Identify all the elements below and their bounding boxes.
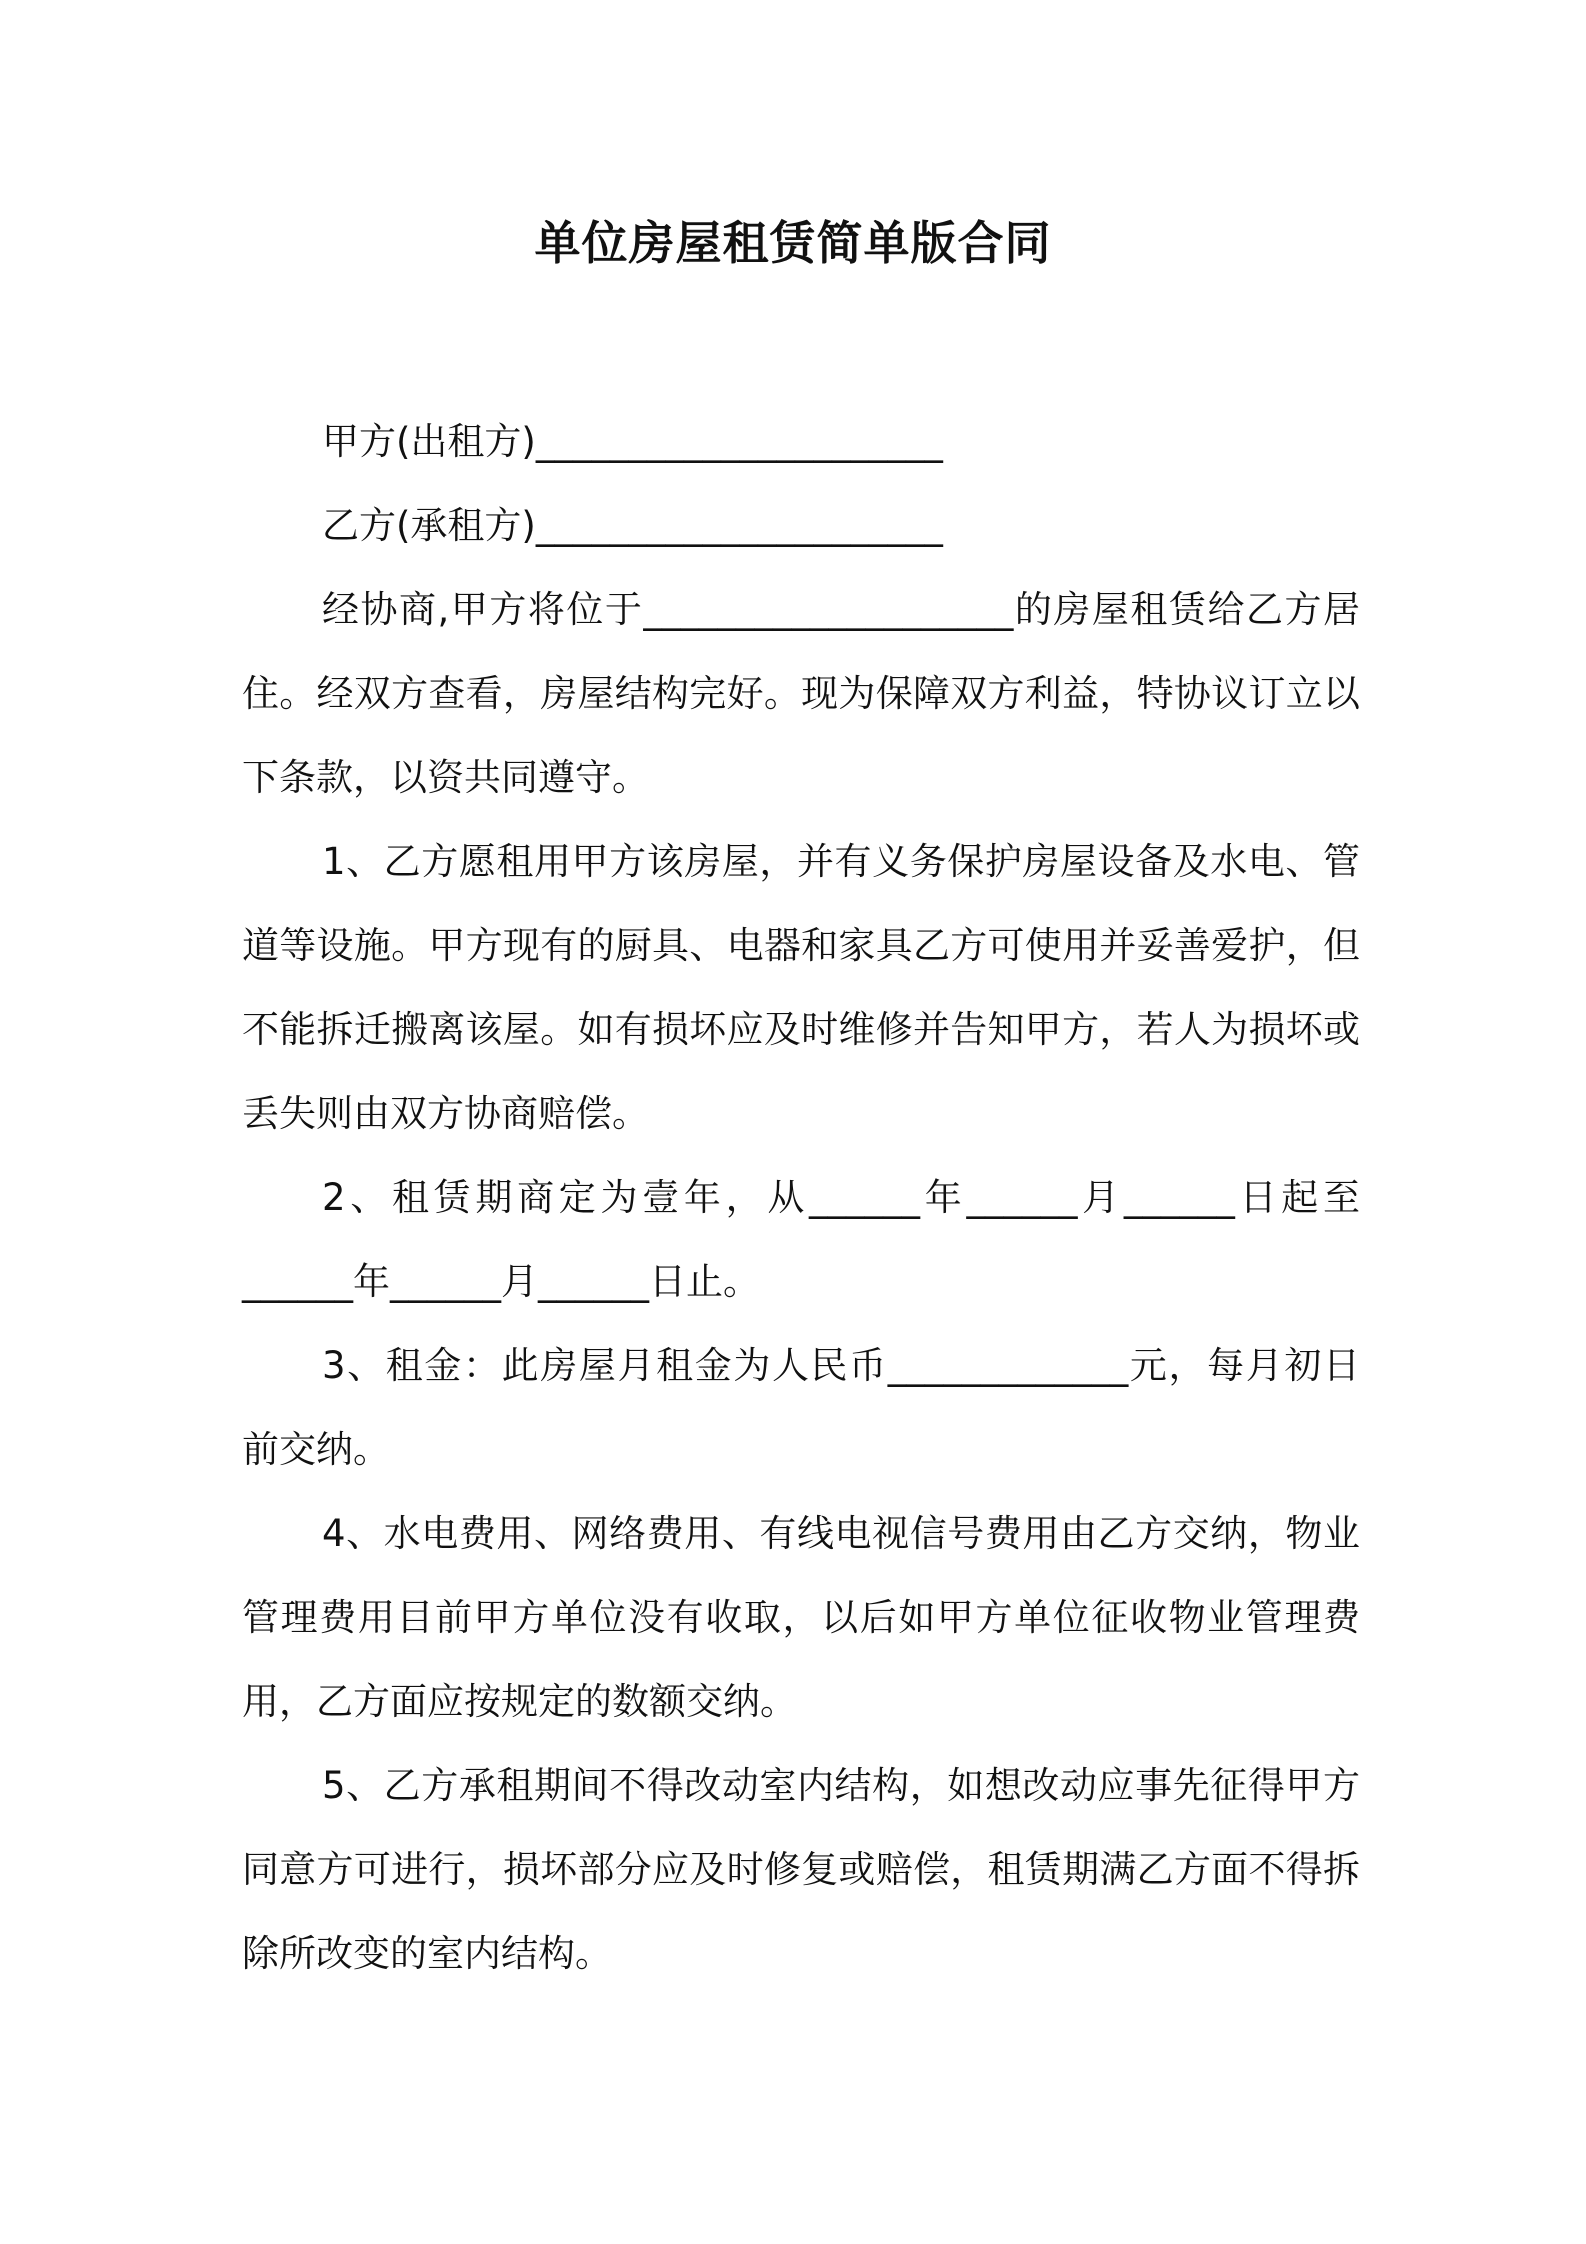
document-title: 单位房屋租赁简单版合同: [534, 216, 1052, 270]
clause-2: 2、租赁期商定为壹年，从______年______月______日起至______年______月______日止。: [242, 1176, 1360, 1303]
document-body: [242, 400, 1360, 1996]
party-a-line: 甲方(出租方)______________________: [322, 420, 943, 463]
clause-3: 3、租金：此房屋月租金为人民币_____________元，每月初日前交纳。: [242, 1344, 1360, 1471]
clause-4: 4、水电费用、网络费用、有线电视信号费用由乙方交纳，物业管理费用目前甲方单位没有收取，以后如甲方单位征收物业管理费用，乙方面应按规定的数额交纳。: [242, 1512, 1360, 1723]
preamble-paragraph: 经协商,甲方将位于____________________的房屋租赁给乙方居住。经双方查看，房屋结构完好。现为保障双方利益，特协议订立以下条款，以资共同遵守。: [242, 588, 1360, 799]
party-b-line: 乙方(承租方)______________________: [322, 504, 943, 547]
clause-1: 1、乙方愿租用甲方该房屋，并有义务保护房屋设备及水电、管道等设施。甲方现有的厨具、电器和家具乙方可使用并妥善爱护，但不能拆迁搬离该屋。如有损坏应及时维修并告知甲方，若人为损坏或丢失则由双方协商赔偿。: [242, 840, 1360, 1135]
clause-5: 5、乙方承租期间不得改动室内结构，如想改动应事先征得甲方同意方可进行，损坏部分应及时修复或赔偿，租赁期满乙方面不得拆除所改变的室内结构。: [242, 1764, 1360, 1975]
